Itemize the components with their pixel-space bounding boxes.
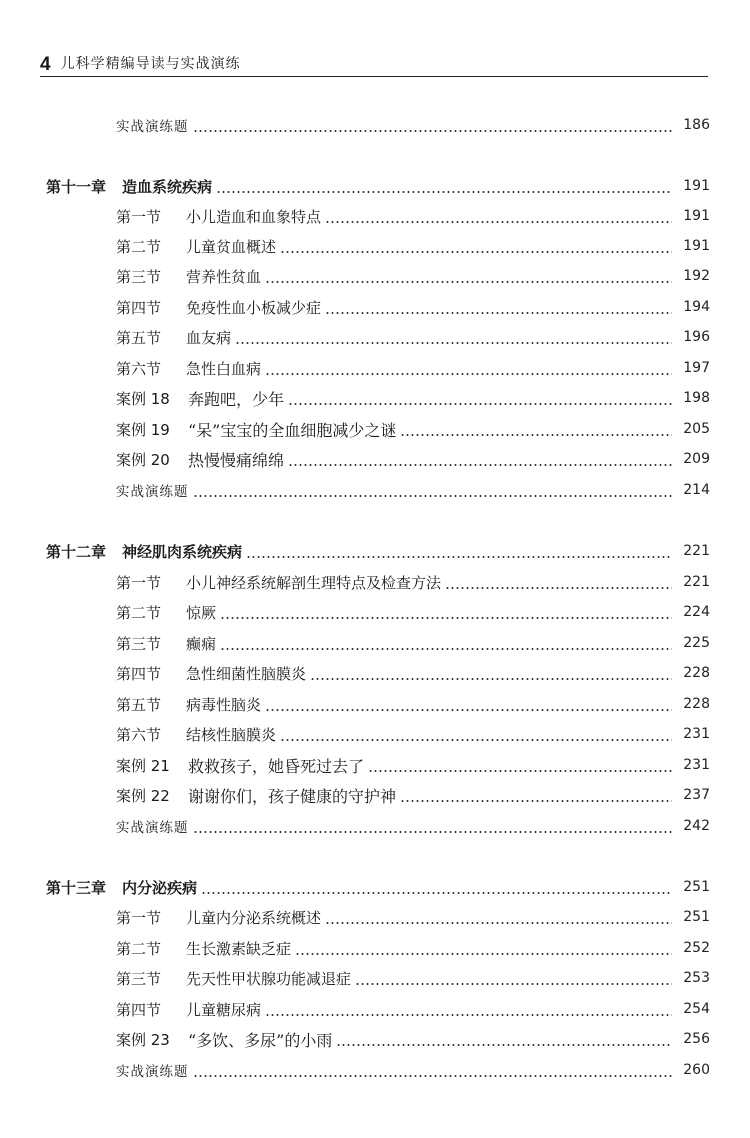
entry-title: 谢谢你们，孩子健康的守护神 <box>188 786 397 806</box>
entry-title: 病毒性脑炎 <box>186 695 262 714</box>
entry-title: 营养性贫血 <box>186 267 262 286</box>
entry-lead <box>0 602 216 623</box>
entry-title: 先天性甲状腺功能减退症 <box>186 969 352 988</box>
entry-title: 实战演练题 <box>116 484 189 500</box>
entry-number: 第二节 <box>116 603 162 622</box>
entry-number: 第六节 <box>116 725 162 744</box>
dot-leader <box>193 495 673 497</box>
entry-number: 第二节 <box>116 939 162 958</box>
exercise-entry[interactable] <box>0 1058 750 1082</box>
entry-page-number: 221 <box>683 574 710 590</box>
section-entry[interactable] <box>0 661 750 685</box>
dot-leader <box>265 373 672 375</box>
entry-title: 造血系统疾病 <box>122 177 213 196</box>
entry-lead <box>0 480 189 500</box>
entry-lead <box>0 877 197 898</box>
entry-number: 第六节 <box>116 359 162 378</box>
entry-title: 结核性脑膜炎 <box>186 725 277 744</box>
case-entry[interactable] <box>0 417 750 441</box>
entry-number: 第二节 <box>116 237 162 256</box>
page-number: 4 <box>40 54 51 75</box>
entry-title: 实战演练题 <box>116 1064 189 1080</box>
dot-leader <box>193 831 673 833</box>
entry-lead <box>0 236 276 257</box>
section-entry[interactable] <box>0 936 750 960</box>
entry-page-number: 224 <box>683 604 710 620</box>
dot-leader <box>193 1075 673 1077</box>
entry-lead <box>0 448 284 471</box>
section-entry[interactable] <box>0 204 750 228</box>
entry-lead <box>0 358 261 379</box>
section-entry[interactable] <box>0 234 750 258</box>
section-entry[interactable] <box>0 325 750 349</box>
entry-title: 奔跑吧，少年 <box>188 389 285 409</box>
entry-title: 血友病 <box>186 328 232 347</box>
entry-page-number: 242 <box>683 818 710 834</box>
entry-lead <box>0 754 364 777</box>
entry-page-number: 191 <box>683 238 710 254</box>
dot-leader <box>325 922 672 924</box>
exercise-entry[interactable] <box>0 478 750 502</box>
entry-number: 第三节 <box>116 267 162 286</box>
dot-leader <box>220 648 672 650</box>
entry-number: 案例 22 <box>116 786 170 805</box>
entry-page-number: 231 <box>683 757 710 773</box>
dot-leader <box>265 709 672 711</box>
entry-lead <box>0 724 276 745</box>
section-entry[interactable] <box>0 905 750 929</box>
entry-number: 第一节 <box>116 207 162 226</box>
entry-title: 急性白血病 <box>186 359 262 378</box>
section-entry[interactable] <box>0 692 750 716</box>
entry-title: 儿童糖尿病 <box>186 1000 262 1019</box>
dot-leader <box>295 953 672 955</box>
chapter-entry[interactable] <box>0 539 750 563</box>
entry-title: 急性细菌性脑膜炎 <box>186 664 307 683</box>
entry-title: 救救孩子，她昏死过去了 <box>188 756 365 776</box>
entry-title: 热慢慢痛绵绵 <box>188 450 285 470</box>
entry-title: 内分泌疾病 <box>122 878 198 897</box>
entry-lead <box>0 572 441 593</box>
case-entry[interactable] <box>0 783 750 807</box>
case-entry[interactable] <box>0 753 750 777</box>
section-entry[interactable] <box>0 356 750 380</box>
dot-leader <box>325 312 672 314</box>
case-entry[interactable] <box>0 447 750 471</box>
dot-leader <box>280 251 672 253</box>
entry-lead <box>0 327 231 348</box>
entry-lead <box>0 784 396 807</box>
dot-leader <box>216 191 672 193</box>
entry-number: 案例 23 <box>116 1030 170 1049</box>
entry-number: 第四节 <box>116 298 162 317</box>
entry-number: 第一节 <box>116 908 162 927</box>
entry-title: 小儿神经系统解剖生理特点及检查方法 <box>186 573 442 592</box>
chapter-entry[interactable] <box>0 875 750 899</box>
dot-leader <box>368 770 672 772</box>
exercise-entry[interactable] <box>0 113 750 137</box>
section-entry[interactable] <box>0 631 750 655</box>
entry-lead <box>0 907 321 928</box>
entry-page-number: 191 <box>683 178 710 194</box>
entry-page-number: 237 <box>683 787 710 803</box>
section-entry[interactable] <box>0 966 750 990</box>
dot-leader <box>400 434 672 436</box>
entry-page-number: 253 <box>683 970 710 986</box>
entry-lead <box>0 206 321 227</box>
entry-page-number: 186 <box>683 117 710 133</box>
entry-number: 第五节 <box>116 328 162 347</box>
dot-leader <box>336 1044 672 1046</box>
entry-page-number: 251 <box>683 909 710 925</box>
entry-page-number: 214 <box>683 482 710 498</box>
entry-number: 案例 18 <box>116 389 170 408</box>
entry-lead <box>0 938 291 959</box>
entry-number: 第十一章 <box>46 177 107 196</box>
entry-page-number: 254 <box>683 1001 710 1017</box>
entry-lead <box>0 1060 189 1080</box>
entry-lead <box>0 1028 332 1051</box>
entry-page-number: 256 <box>683 1031 710 1047</box>
entry-page-number: 221 <box>683 543 710 559</box>
dot-leader <box>288 403 672 405</box>
entry-page-number: 192 <box>683 268 710 284</box>
section-entry[interactable] <box>0 722 750 746</box>
dot-leader <box>280 739 672 741</box>
entry-number: 案例 19 <box>116 420 170 439</box>
entry-title: 免疫性血小板减少症 <box>186 298 322 317</box>
entry-lead <box>0 968 351 989</box>
entry-page-number: 191 <box>683 208 710 224</box>
dot-leader <box>310 678 672 680</box>
entry-number: 第五节 <box>116 695 162 714</box>
chapter-entry[interactable] <box>0 174 750 198</box>
entry-lead <box>0 387 284 410</box>
entry-page-number: 205 <box>683 421 710 437</box>
entry-title: 神经肌肉系统疾病 <box>122 542 243 561</box>
dot-leader <box>445 587 672 589</box>
dot-leader <box>400 800 672 802</box>
dot-leader <box>355 983 672 985</box>
entry-number: 案例 20 <box>116 450 170 469</box>
entry-page-number: 209 <box>683 451 710 467</box>
entry-lead <box>0 266 261 287</box>
entry-title: 儿童内分泌系统概述 <box>186 908 322 927</box>
entry-page-number: 231 <box>683 726 710 742</box>
entry-lead <box>0 418 396 441</box>
dot-leader <box>265 281 672 283</box>
entry-page-number: 197 <box>683 360 710 376</box>
entry-lead <box>0 115 189 135</box>
entry-page-number: 252 <box>683 940 710 956</box>
entry-lead <box>0 176 212 197</box>
section-entry[interactable] <box>0 264 750 288</box>
dot-leader <box>220 617 672 619</box>
dot-leader <box>325 221 672 223</box>
entry-number: 第十二章 <box>46 542 107 561</box>
entry-title: 生长激素缺乏症 <box>186 939 292 958</box>
dot-leader <box>201 892 672 894</box>
entry-page-number: 260 <box>683 1062 710 1078</box>
dot-leader <box>246 556 672 558</box>
entry-title: 实战演练题 <box>116 820 189 836</box>
entry-title: “多饮、多尿”的小雨 <box>188 1030 333 1050</box>
dot-leader <box>193 130 673 132</box>
entry-title: “呆”宝宝的全血细胞减少之谜 <box>188 420 397 440</box>
entry-title: 惊厥 <box>186 603 217 622</box>
entry-title: 儿童贫血概述 <box>186 237 277 256</box>
entry-number: 第三节 <box>116 634 162 653</box>
case-entry[interactable] <box>0 386 750 410</box>
entry-number: 案例 21 <box>116 756 170 775</box>
entry-number: 第三节 <box>116 969 162 988</box>
section-entry[interactable] <box>0 997 750 1021</box>
section-entry[interactable] <box>0 600 750 624</box>
dot-leader <box>235 342 672 344</box>
case-entry[interactable] <box>0 1027 750 1051</box>
entry-number: 第四节 <box>116 664 162 683</box>
entry-lead <box>0 541 242 562</box>
entry-page-number: 228 <box>683 665 710 681</box>
entry-page-number: 225 <box>683 635 710 651</box>
entry-page-number: 198 <box>683 390 710 406</box>
book-title: 儿科学精编导读与实战演练 <box>60 56 241 72</box>
entry-lead <box>0 816 189 836</box>
section-entry[interactable] <box>0 295 750 319</box>
running-header <box>40 52 708 77</box>
entry-number: 第十三章 <box>46 878 107 897</box>
entry-title: 小儿造血和血象特点 <box>186 207 322 226</box>
entry-page-number: 194 <box>683 299 710 315</box>
entry-title: 癫痫 <box>186 634 217 653</box>
section-entry[interactable] <box>0 570 750 594</box>
dot-leader <box>265 1014 672 1016</box>
entry-lead <box>0 663 306 684</box>
entry-number: 第一节 <box>116 573 162 592</box>
entry-title: 实战演练题 <box>116 119 189 135</box>
entry-page-number: 251 <box>683 879 710 895</box>
entry-page-number: 228 <box>683 696 710 712</box>
exercise-entry[interactable] <box>0 814 750 838</box>
entry-lead <box>0 297 321 318</box>
entry-page-number: 196 <box>683 329 710 345</box>
entry-lead <box>0 694 261 715</box>
entry-number: 第四节 <box>116 1000 162 1019</box>
entry-lead <box>0 633 216 654</box>
dot-leader <box>288 464 672 466</box>
entry-lead <box>0 999 261 1020</box>
